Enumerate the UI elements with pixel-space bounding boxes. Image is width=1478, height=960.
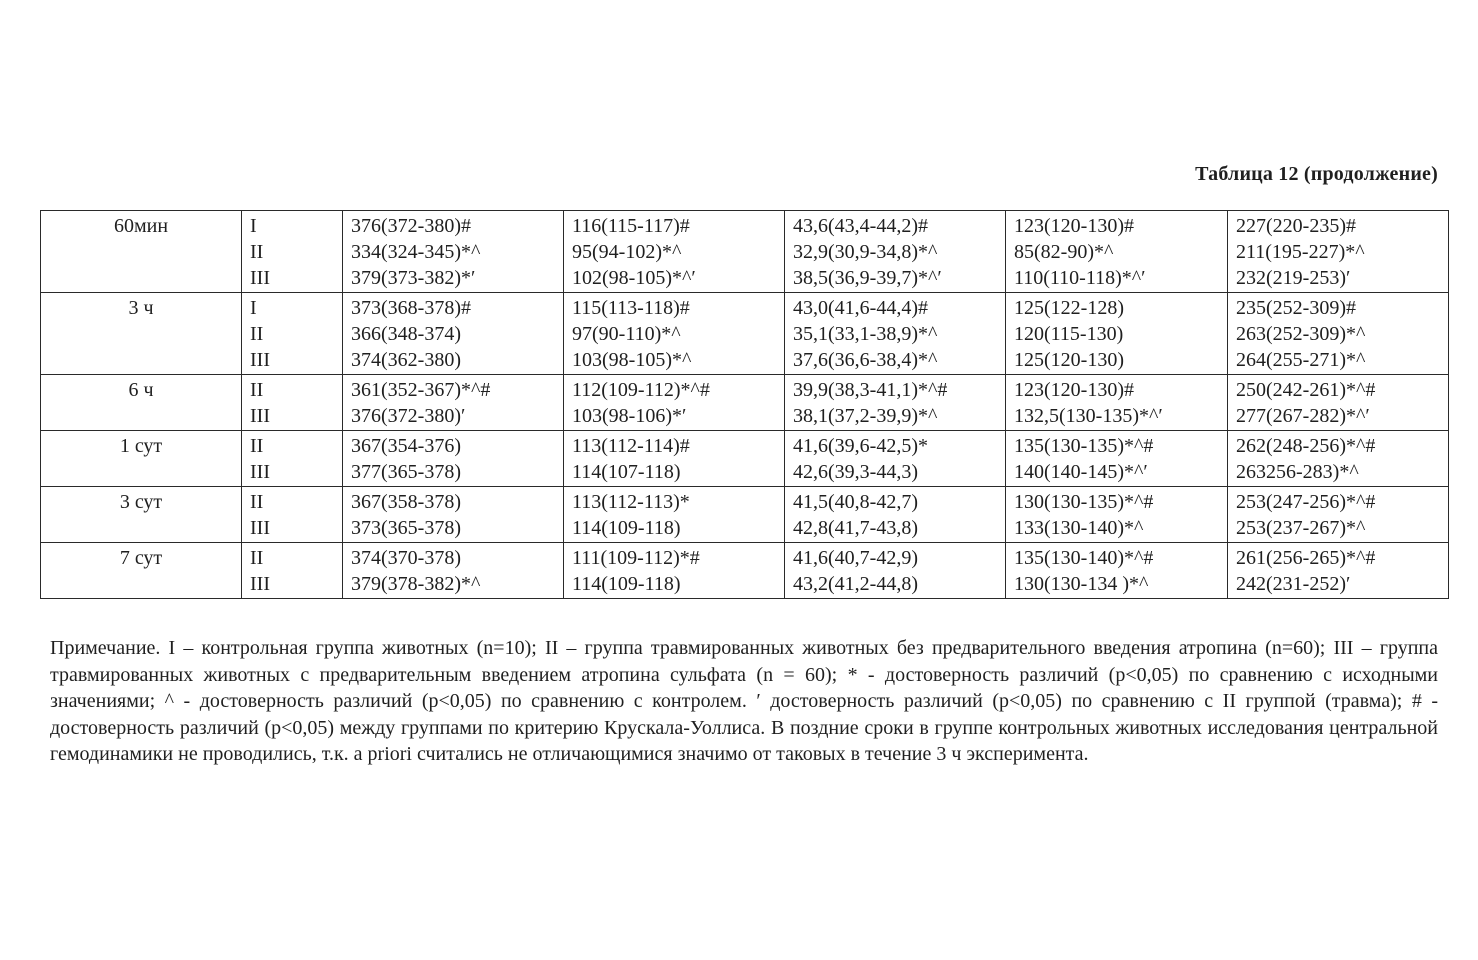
cell-value: 211(195-227)*^ [1236,241,1365,263]
cell-value: 114(107-118) [572,461,681,483]
cell-value: 97(90-110)*^ [572,323,681,345]
value-cell [1228,375,1449,431]
cell-value: 263256-283)*^ [1236,461,1359,483]
cell-value: 123(120-130)# [1014,215,1134,237]
cell-value: 235(252-309)# [1236,297,1356,319]
cell-value: 41,6(40,7-42,9) [793,547,918,569]
table-row [41,293,1449,375]
value-cell [1228,487,1449,543]
table-row [41,211,1449,293]
cell-value: 135(130-140)*^# [1014,547,1154,569]
value-cell [564,487,785,543]
group-label: II [250,547,264,569]
cell-value: 376(372-380)# [351,215,471,237]
value-cell [343,543,564,599]
cell-value: 114(109-118) [572,573,681,595]
value-cell [343,375,564,431]
cell-value: 140(140-145)*^′ [1014,461,1148,483]
value-cell [1006,431,1228,487]
cell-value: 114(109-118) [572,517,681,539]
cell-value: 379(378-382)*^ [351,573,481,595]
cell-value: 253(237-267)*^ [1236,517,1366,539]
data-table [40,210,1449,599]
period-cell: 1 сут [41,431,242,487]
cell-value: 113(112-113)* [572,491,690,513]
period-cell: 7 сут [41,543,242,599]
cell-value: 253(247-256)*^# [1236,491,1376,513]
cell-value: 262(248-256)*^# [1236,435,1376,457]
cell-value: 125(120-130) [1014,349,1124,371]
value-cell [564,211,785,293]
cell-value: 263(252-309)*^ [1236,323,1366,345]
cell-value: 95(94-102)*^ [572,241,682,263]
cell-value: 37,6(36,6-38,4)*^ [793,349,938,371]
group-cell [242,375,343,431]
value-cell [785,487,1006,543]
cell-value: 367(354-376) [351,435,461,457]
value-cell [1228,431,1449,487]
value-cell [785,543,1006,599]
cell-value: 379(373-382)*′ [351,267,476,289]
cell-value: 242(231-252)′ [1236,573,1351,595]
group-cell [242,431,343,487]
cell-value: 39,9(38,3-41,1)*^# [793,379,948,401]
cell-value: 277(267-282)*^′ [1236,405,1370,427]
cell-value: 264(255-271)*^ [1236,349,1366,371]
cell-value: 43,6(43,4-44,2)# [793,215,928,237]
cell-value: 110(110-118)*^′ [1014,267,1146,289]
cell-value: 103(98-105)*^ [572,349,692,371]
cell-value: 373(365-378) [351,517,461,539]
group-label: II [250,435,264,457]
value-cell [1006,487,1228,543]
value-cell [343,431,564,487]
cell-value: 130(130-135)*^# [1014,491,1154,513]
group-label: I [250,215,257,237]
group-label: III [250,349,270,371]
cell-value: 85(82-90)*^ [1014,241,1114,263]
cell-value: 103(98-106)*′ [572,405,687,427]
value-cell [785,375,1006,431]
cell-value: 113(112-114)# [572,435,690,457]
value-cell [1006,211,1228,293]
cell-value: 102(98-105)*^′ [572,267,696,289]
cell-value: 132,5(130-135)*^′ [1014,405,1163,427]
value-cell [343,211,564,293]
cell-value: 373(368-378)# [351,297,471,319]
cell-value: 111(109-112)*# [572,547,700,569]
group-label: II [250,323,264,345]
cell-value: 41,6(39,6-42,5)* [793,435,928,457]
group-label: III [250,517,270,539]
group-label: III [250,573,270,595]
cell-value: 376(372-380)′ [351,405,466,427]
cell-value: 38,5(36,9-39,7)*^′ [793,267,942,289]
cell-value: 120(115-130) [1014,323,1124,345]
group-label: III [250,405,270,427]
cell-value: 35,1(33,1-38,9)*^ [793,323,938,345]
cell-value: 32,9(30,9-34,8)*^ [793,241,938,263]
group-cell [242,543,343,599]
cell-value: 227(220-235)# [1236,215,1356,237]
cell-value: 43,2(41,2-44,8) [793,573,918,595]
value-cell [564,431,785,487]
period-cell: 6 ч [41,375,242,431]
cell-value: 261(256-265)*^# [1236,547,1376,569]
value-cell [785,431,1006,487]
group-cell [242,211,343,293]
cell-value: 42,8(41,7-43,8) [793,517,918,539]
group-label: II [250,379,264,401]
cell-value: 135(130-135)*^# [1014,435,1154,457]
group-label: III [250,267,270,289]
cell-value: 366(348-374) [351,323,461,345]
cell-value: 43,0(41,6-44,4)# [793,297,928,319]
value-cell [343,487,564,543]
period-cell: 60мин [41,211,242,293]
period-cell: 3 ч [41,293,242,375]
group-cell [242,487,343,543]
cell-value: 115(113-118)# [572,297,690,319]
period-cell: 3 сут [41,487,242,543]
value-cell [1006,293,1228,375]
cell-value: 377(365-378) [351,461,461,483]
cell-value: 112(109-112)*^# [572,379,710,401]
value-cell [1228,293,1449,375]
cell-value: 232(219-253)′ [1236,267,1351,289]
cell-value: 116(115-117)# [572,215,690,237]
table-row [41,487,1449,543]
cell-value: 41,5(40,8-42,7) [793,491,918,513]
value-cell [1228,211,1449,293]
table-row [41,375,1449,431]
table-row [41,543,1449,599]
cell-value: 374(370-378) [351,547,461,569]
value-cell [1228,543,1449,599]
cell-value: 361(352-367)*^# [351,379,491,401]
table-footnote: Примечание. I – контрольная группа животных (n=10); II – группа травмированных животных без предварительного введения атропина (n=60); III – группа травмированных животных с предварительным введением атропина сульфата (n = 60); * - достоверность различий (p<0,05) по сравнению с исходными значениями; ^ - достоверность различий (p<0,05) по сравнению с контролем. ′ достоверность различий (p<0,05) по сравнению с II группой (травма); # - достоверность различий (p<0,05) между группами по критерию Крускала-Уоллиса. В поздние сроки в группе контрольных животных исследования центральной гемодинамики не проводились, т.к. а priori считались не отличающимися значимо от таковых в течение 3 ч эксперимента. [50,637,1438,765]
group-label: II [250,491,264,513]
cell-value: 130(130-134 )*^ [1014,573,1149,595]
value-cell [785,211,1006,293]
cell-value: 133(130-140)*^ [1014,517,1144,539]
group-label: II [250,241,264,263]
group-label: III [250,461,270,483]
group-label: I [250,297,257,319]
group-cell [242,293,343,375]
table-body [41,211,1449,599]
table-caption: Таблица 12 (продолжение) [1195,163,1438,185]
value-cell [564,375,785,431]
cell-value: 125(122-128) [1014,297,1124,319]
cell-value: 367(358-378) [351,491,461,513]
value-cell [564,293,785,375]
cell-value: 374(362-380) [351,349,461,371]
value-cell [1006,375,1228,431]
value-cell [1006,543,1228,599]
cell-value: 250(242-261)*^# [1236,379,1376,401]
value-cell [564,543,785,599]
table-row [41,431,1449,487]
cell-value: 38,1(37,2-39,9)*^ [793,405,938,427]
cell-value: 334(324-345)*^ [351,241,481,263]
value-cell [343,293,564,375]
cell-value: 42,6(39,3-44,3) [793,461,918,483]
cell-value: 123(120-130)# [1014,379,1134,401]
value-cell [785,293,1006,375]
